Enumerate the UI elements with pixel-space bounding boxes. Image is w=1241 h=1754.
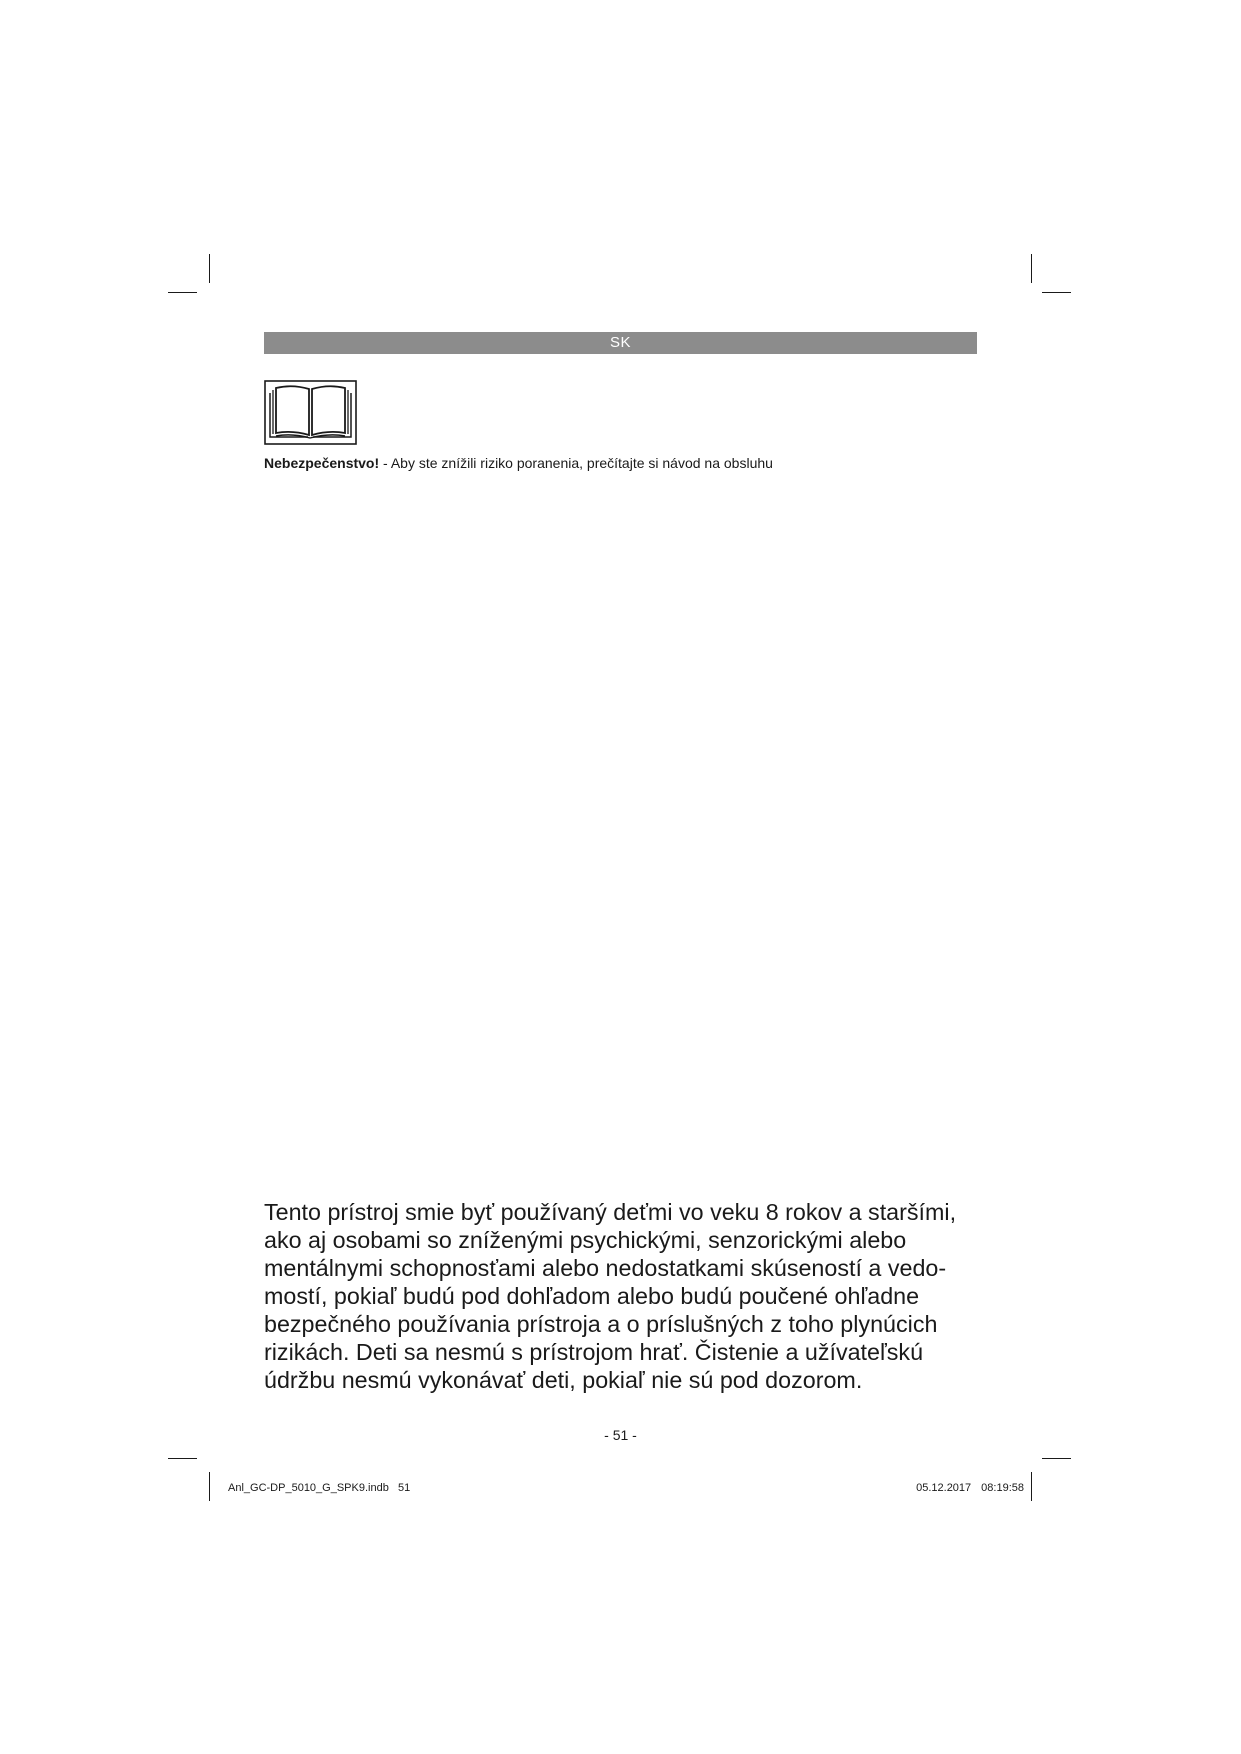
paragraph-line: rizikách. Deti sa nesmú s prístrojom hrať. Čistenie a užívateľskú — [264, 1339, 924, 1365]
paragraph-line: mentálnymi schopnosťami alebo nedostatkami skúseností a vedo- — [264, 1255, 947, 1281]
footer-date: 05.12.2017 — [916, 1482, 972, 1494]
warning-label: Nebezpečenstvo! — [264, 455, 380, 471]
crop-mark-top-left-horizontal — [168, 292, 197, 293]
paragraph-line: mostí, pokiaľ budú pod dohľadom alebo budú poučené ohľadne — [264, 1283, 920, 1309]
paragraph-line: údržbu nesmú vykonávať deti, pokiaľ nie sú pod dozorom. — [264, 1367, 863, 1393]
warning-message: - Aby ste znížili riziko poranenia, prečítajte si návod na obsluhu — [379, 455, 773, 471]
paragraph-line: bezpečného používania prístroja a o príslušných z toho plynúcich — [264, 1311, 938, 1337]
language-header-bar — [264, 332, 977, 354]
paragraph-line: Tento prístroj smie byť používaný deťmi vo veku 8 rokov a staršími, — [264, 1199, 957, 1225]
open-book-icon — [264, 380, 357, 445]
warning-text — [264, 454, 1024, 472]
footer-timestamp — [916, 1481, 1024, 1495]
crop-mark-bottom-right-horizontal — [1042, 1458, 1071, 1459]
footer-time: 08:19:58 — [981, 1482, 1024, 1494]
crop-mark-bottom-right-vertical — [1031, 1472, 1032, 1501]
paragraph-line: ako aj osobami so zníženými psychickými, senzorickými alebo — [264, 1227, 907, 1253]
crop-mark-bottom-left-vertical — [209, 1472, 210, 1501]
page-number: - 51 - — [604, 1427, 637, 1443]
safety-paragraph — [264, 1198, 984, 1394]
crop-mark-top-right-vertical — [1031, 254, 1032, 283]
crop-mark-top-right-horizontal — [1042, 292, 1071, 293]
footer-file-name: Anl_GC-DP_5010_G_SPK9.indb 51 — [228, 1482, 411, 1494]
language-code: SK — [609, 334, 631, 351]
crop-mark-top-left-vertical — [209, 254, 210, 283]
crop-mark-bottom-left-horizontal — [168, 1458, 197, 1459]
